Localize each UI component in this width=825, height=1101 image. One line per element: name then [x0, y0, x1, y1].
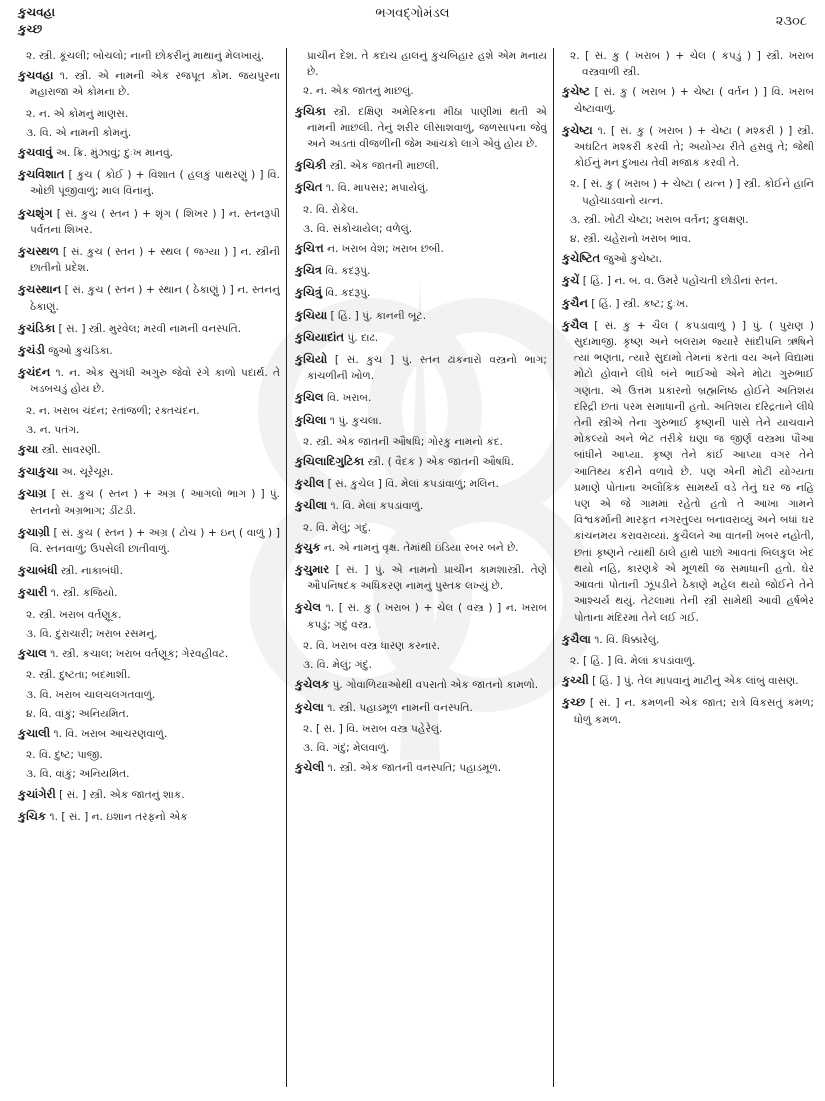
definition-text: ૩. વિ. વાંકું; અનિયમિત. — [26, 768, 130, 781]
headword: કુચાગ્રી — [18, 524, 50, 539]
definition-text: સ્ત્રી. નાકાબંધી. — [57, 565, 123, 578]
entry-sense — [18, 48, 280, 64]
headword: કુચિકા — [295, 103, 326, 118]
headword: કુચાલ — [18, 646, 47, 661]
entry-sense — [18, 626, 280, 642]
dictionary-entry — [18, 725, 280, 742]
dictionary-entry — [18, 320, 280, 337]
definition-text: [ સં. કુચ ( સ્તન ) + સ્થલ ( જગ્યા ) ] ન. સ્ત્રીની છાતીનો પ્રદેશ. — [30, 246, 280, 275]
dictionary-entry — [18, 645, 280, 662]
dictionary-entry — [295, 240, 547, 257]
headword: કુચશૃંગ — [18, 205, 53, 220]
dictionary-entry — [295, 329, 547, 346]
headword: કુચિયા — [295, 307, 328, 322]
entry-sense — [562, 48, 814, 80]
dictionary-entry — [295, 157, 547, 174]
headword: કુચૈન — [562, 295, 588, 310]
entry-sense — [18, 706, 280, 722]
definition-text: ૨. ન. ખરાબ ચંદન; રતાંજળી; રક્તચંદન. — [26, 404, 200, 417]
definition-text: વિ. કદરૂપું. — [322, 287, 371, 300]
dictionary-entry — [295, 307, 547, 324]
entry-sense — [295, 221, 547, 237]
entry-sense — [18, 687, 280, 703]
dictionary-entry — [295, 497, 547, 514]
headword: કુચિલ — [295, 390, 324, 405]
headword: કુચેલક — [295, 677, 330, 692]
definition-text: વિ. કદરૂપું. — [322, 265, 371, 278]
dictionary-entry — [295, 539, 547, 556]
entry-sense — [18, 125, 280, 141]
dictionary-entry — [18, 67, 280, 100]
definition-text: [ હિં. ] પું. કાનની બૂટ. — [327, 309, 427, 322]
definition-text: ૩. વિ. ખરાબ ચાલચલગતવાળું. — [26, 688, 156, 701]
headword: કુચાબંધી — [18, 563, 58, 578]
headword: કુચુમાર — [295, 562, 330, 577]
dictionary-entry — [562, 122, 814, 172]
headword: કુચંદન — [18, 365, 51, 380]
headword: કુચારી — [18, 585, 48, 600]
entry-sense — [295, 434, 547, 450]
dictionary-entry — [295, 475, 547, 492]
headword: કુચાંગેરી — [18, 786, 56, 801]
definition-text: ૨. [ સં. ] વિ. ખરાબ વસ્ત્ર પહેરેલું. — [303, 722, 443, 735]
dictionary-entry — [295, 561, 547, 594]
headword: કુચસ્થાન — [18, 282, 62, 297]
dictionary-entry — [18, 144, 280, 161]
headword: કુચેલા — [295, 699, 324, 714]
dictionary-entry — [18, 281, 280, 314]
definition-text: ૧. [ સં. કુ ( ખરાબ ) + ચેલ ( વસ્ત્ર ) ] ન. ખરાબ કપડું; ગંદું વસ્ત્ર. — [307, 602, 547, 631]
definition-text: [ કુચ ( કોઈ ) + વિશાત ( હલકું પાથરણું ) ] વિ. ઓછી પૂંજીવાળું; માલ વિનાનું. — [30, 169, 280, 198]
dictionary-entry — [18, 243, 280, 276]
dictionary-entry — [18, 584, 280, 601]
headword: કુચ્ચી — [562, 673, 589, 688]
definition-text: ૩. સ્ત્રી. ખોટી ચેષ્ટા; ખરાબ વર્તન; કુલક્ષણ. — [570, 213, 749, 226]
column-2 — [295, 48, 547, 1091]
definition-text: ૧. ન. એક સુગંધી અગુરુ જેવો રંગે કાળો પદાર્થ. તે ખડબચડું હોય છે. — [30, 367, 280, 396]
definition-text: ૨. સ્ત્રી. ખરાબ વર્તણૂક. — [26, 608, 122, 621]
definition-text: સ્ત્રી. દક્ષિણ અમેરિકના મીઠા પાણીમાં થતી એ નામની માછલી. તેનું શરીર લીસાશવાળું, જળસાપના જેવું અને અડતાં વીજળીની જેમ આંચકો લાગે એવું હોય છે. — [307, 105, 547, 151]
headword: કુચેલી — [295, 760, 325, 775]
definition-text: ૨. સ્ત્રી. દુષ્ટતા; બદમાશી. — [26, 669, 131, 682]
definition-text: ૧. વિ. ખરાબ આચરણવાળું. — [50, 727, 168, 740]
definition-text: વિ. ખરાબ. — [323, 392, 372, 405]
definition-text: જુઓ કુચંડિકા. — [44, 345, 113, 358]
entry-sense — [562, 212, 814, 228]
headword: કુચવાવું — [18, 145, 53, 160]
headword: કુચિકી — [295, 158, 327, 173]
entry-sense — [18, 766, 280, 782]
definition-text: [ હિં. ] ન. બ. વ. ઉમરે પહોંચતી છોડીનાં સ્તન. — [579, 275, 778, 288]
definition-text: ૪. વિ. વાંકું; અનિયમિત. — [26, 707, 130, 720]
definition-text: ૧. સ્ત્રી. કજિયો. — [47, 587, 118, 600]
definition-text: [ સં. કુચેલ ] વિ. મેલાં કપડાંવાળું; મલિન. — [324, 478, 499, 491]
dictionary-entry — [18, 524, 280, 557]
entry-sense — [18, 106, 280, 122]
definition-text: [ સં. કુચ ( સ્તન ) + શૃંગ ( શિખર ) ] ન. સ્તનરૂપી પર્વતનાં શિખર. — [30, 207, 280, 236]
definition-text: ૧. સ્ત્રી. કચાલ; ખરાબ વર્તણૂક; ગેરવહીવટ. — [46, 648, 229, 661]
definition-text: ૨. ન. એ કોમનું માણસ. — [26, 107, 129, 120]
definition-text: ૧. [ સં. ] ન. ઇશાન તરફનો એક — [46, 810, 188, 823]
dictionary-entry — [562, 272, 814, 289]
dictionary-entry — [295, 284, 547, 301]
definition-text: ૩. વિ. ગંદું; મેલવાળું. — [303, 741, 390, 754]
definition-text: ૨. વિ. ખરાબ વસ્ત્ર ધારણ કરનાર. — [303, 639, 441, 652]
headword: કુચાગ્ર — [18, 486, 47, 501]
definition-text: સ્ત્રી. સાવરણી. — [38, 444, 101, 457]
definition-text: ૧. સ્ત્રી. પહાડમૂળ નામની વનસ્પતિ. — [323, 701, 473, 714]
entry-sense — [295, 520, 547, 536]
guide-word-first: કુચવહા — [18, 5, 56, 19]
headword: કુચંડિકા — [18, 320, 56, 335]
entry-sense — [562, 176, 814, 208]
definition-text: ૨. સ્ત્રી. કૂંચલી; બોચલો; નાની છોકરીનું માથાનું મેલખાયું. — [26, 50, 265, 62]
dictionary-entry — [295, 599, 547, 632]
definition-text: [ સં. ] ન. કમળની એક જાત; રાત્રે વિકસતું કમળ; ધોળું કમળ. — [574, 697, 814, 726]
dictionary-entry — [18, 786, 280, 803]
entry-sense — [18, 422, 280, 438]
headword: કુચીલા — [295, 498, 328, 513]
headword: કુચ્છ — [562, 695, 586, 710]
entry-sense — [562, 653, 814, 669]
definition-text: [ સં. કુચ ( સ્તન ) + સ્થાન ( ઠેકાણું ) ] ન. સ્તનનું ઠેકાણું. — [30, 284, 280, 313]
dictionary-entry — [562, 672, 814, 689]
headword: કુચાલી — [18, 725, 51, 740]
definition-text: ન. એ નામનું વૃક્ષ. તેમાંથી ઇંડિયા રબર બને છે. — [320, 541, 519, 554]
column-divider — [286, 48, 287, 1087]
dictionary-entry — [295, 389, 547, 406]
entry-continuation — [295, 48, 547, 80]
definition-text: ૨. [ સં. કુ ( ખરાબ ) + ચેલ ( કપડું ) ] સ્ત્રી. ખરાબ વસ્ત્રવાળી સ્ત્રી. — [570, 50, 814, 79]
definition-text: ૨. સ્ત્રી. એક જાતની ઔષધિ; ગોરકુ નામનો કંદ. — [303, 435, 504, 448]
headword: કુચિત્ર — [295, 263, 322, 278]
definition-text: ૧. સ્ત્રી. એક જાતની વનસ્પતિ; પહાડમૂળ. — [324, 762, 502, 775]
guide-word-last: કુચ્છ — [18, 22, 43, 36]
headword: કુચિલાદિગુટિકા — [295, 454, 365, 469]
entry-sense — [295, 721, 547, 737]
entry-sense — [18, 747, 280, 763]
headword: કુચીલ — [295, 476, 325, 491]
dictionary-entry — [18, 463, 280, 480]
dictionary-entry — [18, 364, 280, 397]
headword: કુચૈલ — [562, 317, 589, 332]
page-header — [18, 4, 807, 44]
headword: કુચવિશાત — [18, 167, 65, 182]
column-divider — [553, 48, 554, 1087]
definition-text: [ સં. કુચ ] પું. સ્તન ઢાંકનારો વસ્ત્રનો ભાગ; કાંચળીની ખોળ. — [307, 354, 547, 383]
definition-text: જુઓ કુચેષ્ટા. — [600, 253, 663, 266]
definition-text: [ સં. કુચ ( સ્તન ) + અગ્ર ( ટોચ ) + ઇન્ ( વાળું ) ] વિ. સ્તનવાળું; ઉપસેલી છાતીવાળું. — [30, 526, 280, 556]
headword: કુચિત્રું — [295, 285, 322, 300]
dictionary-entry — [562, 295, 814, 312]
headword: કુચૈલા — [562, 631, 591, 646]
definition-text: સ્ત્રી. એક જાતની માછલી. — [326, 160, 439, 173]
headword: કુચેષ્ટા — [562, 122, 593, 137]
dictionary-entry — [295, 453, 547, 470]
entry-sense — [18, 667, 280, 683]
definition-text: ૧. વિ. મેલાં કપડાંવાળું. — [327, 500, 424, 513]
dictionary-entry — [562, 250, 814, 267]
definition-text: ૨. [ સં. કુ ( ખરાબ ) + ચેષ્ટા ( યત્ન ) ] સ્ત્રી. કોઈને હાનિ પહોંચાડવાનો યત્ન. — [570, 178, 814, 207]
headword: કુચિલા — [295, 412, 327, 427]
definition-text: [ સં. કુ ( ખરાબ ) + ચેષ્ટા ( વર્તન ) ] વિ. ખરાબ ચેષ્ટાવાળું. — [574, 86, 814, 115]
headword: કુચવહા — [18, 68, 54, 83]
headword: કુચેં — [562, 273, 580, 288]
entry-sense — [18, 607, 280, 623]
headword: કુચેષ્ટ — [562, 84, 590, 99]
dictionary-entry — [18, 441, 280, 458]
headword: કુચાકુચા — [18, 464, 59, 479]
entry-sense — [562, 231, 814, 247]
dictionary-entry — [295, 351, 547, 384]
definition-text: ૩. વિ. એ નામની કોમનું. — [26, 126, 132, 139]
dictionary-entry — [18, 562, 280, 579]
definition-text: સ્ત્રી. ( વૈદક ) એક જાતની ઔષધિ. — [364, 456, 514, 469]
dictionary-entry — [562, 631, 814, 648]
definition-text: ૧. વિ. માપસર; મપાયેલું. — [322, 182, 429, 195]
dictionary-entry — [562, 694, 814, 727]
definition-text: [ સં. ] સ્ત્રી. એક જાતનું શાક. — [55, 788, 185, 801]
dictionary-entry — [295, 676, 547, 693]
dictionary-entry — [295, 179, 547, 196]
definition-text: ૩. વિ. દુરાચારી; ખરાબ રસમનું. — [26, 627, 158, 640]
headword: કુચેષ્ટિત — [562, 251, 601, 266]
dictionary-entry — [18, 808, 280, 825]
dictionary-entry — [295, 103, 547, 153]
definition-text: ન. ખરાબ વેશ; ખરાબ છબી. — [323, 243, 444, 256]
entry-sense — [295, 740, 547, 756]
dictionary-entry — [18, 342, 280, 359]
dictionary-entry — [18, 485, 280, 518]
entry-sense — [295, 83, 547, 99]
definition-text: ૧. વિ. ધિક્કારેલું. — [590, 633, 660, 646]
dictionary-entry — [295, 412, 547, 429]
definition-text: પ્રાચીન દેશ. તે કદાચ હાલનું કુચબિહાર હશે એમ મનાય છે. — [307, 50, 547, 79]
definition-text: ૩. વિ. મેલું; ગંદું. — [303, 659, 372, 672]
definition-text: [ સં. ] પું. એ નામનો પ્રાચીન કામશાસ્ત્રી. તેણે ઔપનિષદક અધિકરણ નામનું પુસ્તક લખ્યું છે. — [307, 564, 547, 593]
headword: કુચંડી — [18, 343, 45, 358]
headword: કુચા — [18, 442, 39, 457]
definition-text: [ સં. કુચ ( સ્તન ) + અગ્ર ( આગલો ભાગ ) ] પું. સ્તનનો અગ્રભાગ; ડીંટડી. — [30, 488, 280, 517]
headword: કુચેલ — [295, 600, 322, 615]
headword: કુચિત્ત — [295, 241, 324, 256]
dictionary-entry — [295, 699, 547, 716]
definition-text: અ. ક્રિ. મુંઝાવું; દુઃખ માનવું. — [52, 147, 174, 160]
entry-sense — [295, 657, 547, 673]
column-3 — [562, 48, 814, 1091]
page-number: ૨૩૦૮ — [775, 14, 807, 29]
definition-text: [ સં. કુ + ચૈલ ( કપડાવાળું ) ] પું. ( પુરાણ ) સુદામાજી. કૃષ્ણ અને બલરામ જ્યારે સાંદીપનિ ઋષિને ત્યાં ભણતા, ત્યારે સુદામો તેમનાં કરતાં વય અને વિદ્યામાં મોટો હોવાને લીધે બંને ભાઈઓ એને મોટા ગુરુભાઈ ગણતા. એ ઉત્તમ પ્રકારનો બ્રહ્મનિષ્ઠ હોઈને અતિશય દરિદ્રી છતાં પરમ સમાધાની હતો. અતિશય દરિદ્રતાને લીધે તેની સ્ત્રીએ તેના ગુરુભાઈ કૃષ્ણની પાસે તેને યાચવાને મોકલ્યો અને ભેટ તરીકે ઘણા જ જીર્ણ વસ્ત્રમાં પૌંઆ બાંધીને આપ્યા. કૃષ્ણ તેને કાંઈ આપ્યા વગર તેને આતિથ્ય કરીને વળાવે છે. પણ એની મોટી યોગ્યતા પ્રમાણે પોતાના અલૌકિક સામર્થ્ય વડે તેનું ઘર જ નહિ પણ એ જે ગામમાં રહેતો હતો તે આખા ગામને વિશ્વકર્માની મારફત નગરતુલ્ય બનાવરાવ્યું અને બધાં ઘર કાંચનમય કરાવરાવ્યાં. કુચૈલને આ વાતની ખબર નહોતી, છતાં કૃષ્ણને ત્યાંથી ઠાલે હાથે પાછો આવતાં બિલકુલ ખેદ થયો નહિ, કારણકે એ મૂળથી જ સમાધાની હતો. ઘેર આવતાં પોતાની ઝૂંપડીને ઠેકાણે મહેલ થયો જોઈને તેને આશ્ચર્ય થયું. તેટલામાં તેની સ્ત્રી સામેથી આવી હર્ષભેર પોતાના મંદિરમાં તેને લઈ ગઈ. — [574, 319, 814, 624]
definition-text: [ સં. ] સ્ત્રી. મુરવેલ; મરવી નામની વનસ્પતિ. — [55, 322, 242, 335]
headword: કુચિક — [18, 808, 47, 823]
definition-text: [ હિં. ] પું. તેલ માપવાનું માટીનું એક લાંબું વાસણ. — [588, 675, 799, 688]
definition-text: પું. દાઢ. — [344, 331, 379, 344]
headword: કુચુક — [295, 539, 321, 554]
headword: કુચિયો — [295, 352, 328, 367]
entry-sense — [295, 638, 547, 654]
headword: કુચિત — [295, 180, 323, 195]
definition-text: ૩. વિ. સંકોચાયેલ; વળેલું. — [303, 222, 413, 235]
entry-sense — [295, 202, 547, 218]
definition-text: ૧. સ્ત્રી. એ નામની એક રજપૂત કોમ. જયપુરના મહારાજા એ કોમના છે. — [30, 70, 280, 99]
definition-text: [ હિં. ] સ્ત્રી. કષ્ટ; દુઃખ. — [587, 297, 689, 310]
definition-text: ૩. ન. પતંગ. — [26, 423, 80, 436]
dictionary-entry — [295, 759, 547, 776]
definition-text: ૨. વિ. રોકેલ. — [303, 203, 359, 216]
definition-text: ૨. ન. એક જાતનું માછલું. — [303, 85, 414, 98]
definition-text: ૨. વિ. મેલું; ગંદું. — [303, 521, 372, 534]
definition-text: પું. ગોવાળિયાઓથી વપરાતો એક જાતનો કામળો. — [329, 679, 539, 692]
headword: કુચસ્થળ — [18, 244, 59, 259]
dictionary-entry — [562, 83, 814, 116]
dictionary-entry — [295, 262, 547, 279]
page-title: ભગવદ્ગોમંડલ — [375, 6, 450, 21]
dictionary-entry — [562, 317, 814, 626]
dictionary-entry — [18, 205, 280, 238]
definition-text: ૨. વિ. દુષ્ટ; પાજી. — [26, 749, 103, 762]
definition-text: ૨. [ હિં. ] વિ. મેલાં કપડાંવાળું. — [570, 654, 696, 667]
headword: કુચિયાદાંત — [295, 329, 345, 344]
dictionary-entry — [18, 166, 280, 199]
definition-text: ૪. સ્ત્રી. ચહેરાનો ખરાબ ભાવ. — [570, 233, 692, 246]
entry-sense — [18, 403, 280, 419]
column-1 — [18, 48, 280, 1091]
definition-text: ૧ પું. કુચલા. — [326, 414, 382, 427]
definition-text: અ. ચૂરેચૂરા. — [58, 466, 114, 479]
definition-text: ૧. [ સં. કુ ( ખરાબ ) + ચેષ્ટા ( મશ્કરી ) ] સ્ત્રી. અઘટિત મશ્કરી કરવી તે; અયોગ્ય રીતે હસવું તે; જેથી કોઈનું મન દુખાય તેવી મજાક કરવી તે. — [574, 124, 814, 170]
